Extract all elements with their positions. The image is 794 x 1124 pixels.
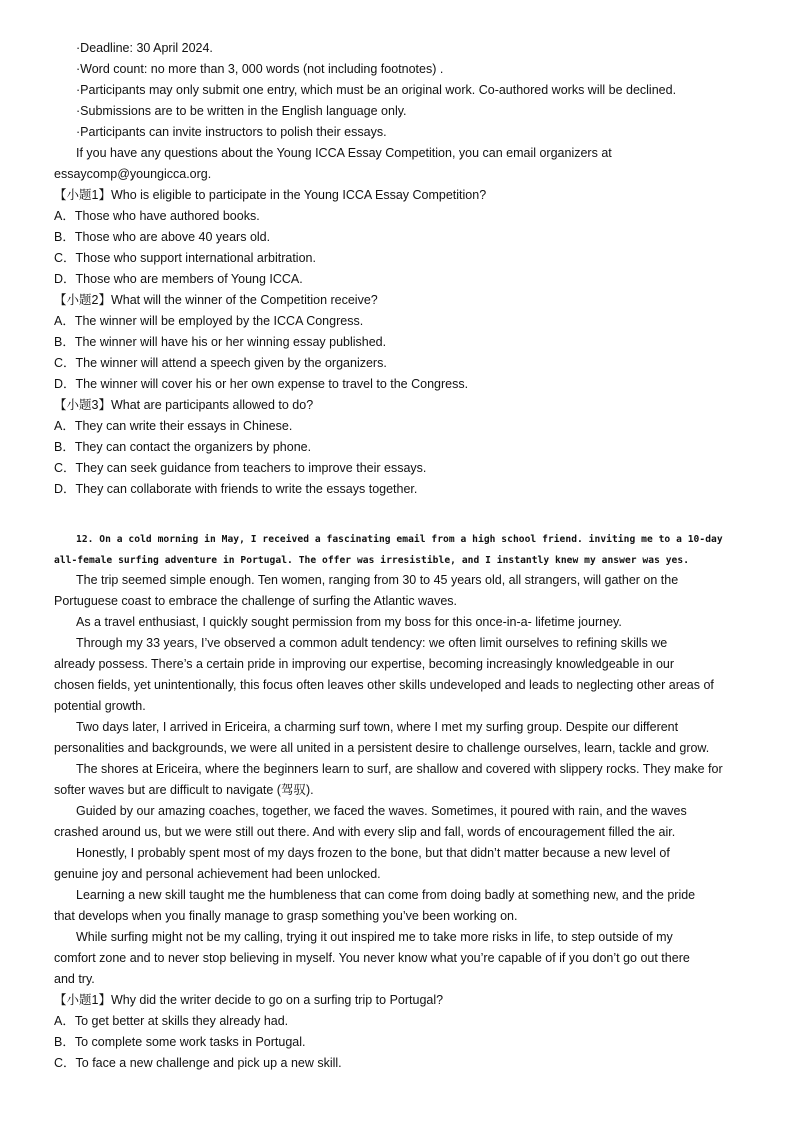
passage-line: The shores at Ericeira, where the beginners learn to surf, are shallow and covered with slippery rocks. They make for (76, 762, 723, 776)
passage-line: Learning a new skill taught me the humbleness that can come from doing badly at something new, and the pride (76, 888, 696, 902)
question-stem: 【小题3】What are participants allowed to do? (54, 398, 314, 412)
answer-option: B．The winner will have his or her winning essay published. (54, 335, 387, 349)
answer-option: C．To face a new challenge and pick up a new skill. (54, 1056, 342, 1070)
passage-line: already possess. There’s a certain pride in improving our expertise, becoming increasingly knowledgeable in our (54, 657, 675, 671)
answer-option: A．They can write their essays in Chinese. (54, 419, 293, 433)
passage-line: As a travel enthusiast, I quickly sought permission from my boss for this once-in-a- lifetime journey. (76, 615, 622, 629)
passage-line: Guided by our amazing coaches, together, we faced the waves. Sometimes, it poured with rain, and the waves (76, 804, 687, 818)
passage-line: While surfing might not be my calling, trying it out inspired me to take more risks in life, to step outside of my (76, 930, 673, 944)
rule-deadline: ·Deadline: 30 April 2024. (76, 41, 213, 55)
passage-intro: all-female surfing adventure in Portugal. The offer was irresistible, and I instantly knew my answer was yes. (54, 555, 690, 566)
question-stem: 【小题1】Why did the writer decide to go on a surfing trip to Portugal? (54, 993, 444, 1007)
answer-option: B．They can contact the organizers by phone. (54, 440, 312, 454)
passage-line: genuine joy and personal achievement had been unlocked. (54, 867, 381, 881)
passage-line: Portuguese coast to embrace the challenge of surfing the Atlantic waves. (54, 594, 458, 608)
answer-option: D．Those who are members of Young ICCA. (54, 272, 303, 286)
answer-option: D．The winner will cover his or her own expense to travel to the Congress. (54, 377, 469, 391)
passage-line: and try. (54, 972, 95, 986)
answer-option: A．Those who have authored books. (54, 209, 260, 223)
answer-option: C．The winner will attend a speech given by the organizers. (54, 356, 387, 370)
passage-line: that develops when you finally manage to grasp something you’ve been working on. (54, 909, 518, 923)
question-stem: 【小题1】Who is eligible to participate in the Young ICCA Essay Competition? (54, 188, 487, 202)
rule-instructors: ·Participants can invite instructors to polish their essays. (76, 125, 387, 139)
rule-language: ·Submissions are to be written in the English language only. (76, 104, 407, 118)
contact-email: essaycomp@youngicca.org. (54, 167, 212, 181)
rule-word-count: ·Word count: no more than 3, 000 words (not including footnotes) . (76, 62, 444, 76)
answer-option: C．They can seek guidance from teachers to improve their essays. (54, 461, 427, 475)
answer-option: A．To get better at skills they already had. (54, 1014, 289, 1028)
question-stem: 【小题2】What will the winner of the Competition receive? (54, 293, 378, 307)
passage-line: Through my 33 years, I’ve observed a common adult tendency: we often limit ourselves to refining skills we (76, 636, 668, 650)
passage-line: comfort zone and to never stop believing in myself. You never know what you’re capable of if you don’t go out there (54, 951, 690, 965)
passage-line: personalities and backgrounds, we were all united in a persistent desire to challenge ourselves, learn, tackle and grow. (54, 741, 710, 755)
rule-one-entry: ·Participants may only submit one entry, which must be an original work. Co-authored works will be declined. (76, 83, 677, 97)
passage-line: Honestly, I probably spent most of my days frozen to the bone, but that didn’t matter because a new level of (76, 846, 670, 860)
passage-line: softer waves but are difficult to navigate (驾驭). (54, 783, 314, 797)
contact-line: If you have any questions about the Young ICCA Essay Competition, you can email organizers at (76, 146, 612, 160)
answer-option: B．Those who are above 40 years old. (54, 230, 271, 244)
answer-option: B．To complete some work tasks in Portugal. (54, 1035, 306, 1049)
passage-line: chosen fields, yet unintentionally, this focus often leaves other skills undeveloped and leads to neglecting other areas of (54, 678, 714, 692)
passage-line: crashed around us, but we were still out there. And with every slip and fall, words of encouragement filled the air. (54, 825, 676, 839)
answer-option: D．They can collaborate with friends to write the essays together. (54, 482, 418, 496)
passage-intro: 12. On a cold morning in May, I received a fascinating email from a high school friend. inviting me to a 10-day (76, 534, 723, 545)
answer-option: A．The winner will be employed by the ICCA Congress. (54, 314, 364, 328)
answer-option: C．Those who support international arbitration. (54, 251, 316, 265)
passage-line: Two days later, I arrived in Ericeira, a charming surf town, where I met my surfing group. Despite our different (76, 720, 679, 734)
passage-line: The trip seemed simple enough. Ten women, ranging from 30 to 45 years old, all strangers, will gather on the (76, 573, 679, 587)
passage-line: potential growth. (54, 699, 146, 713)
